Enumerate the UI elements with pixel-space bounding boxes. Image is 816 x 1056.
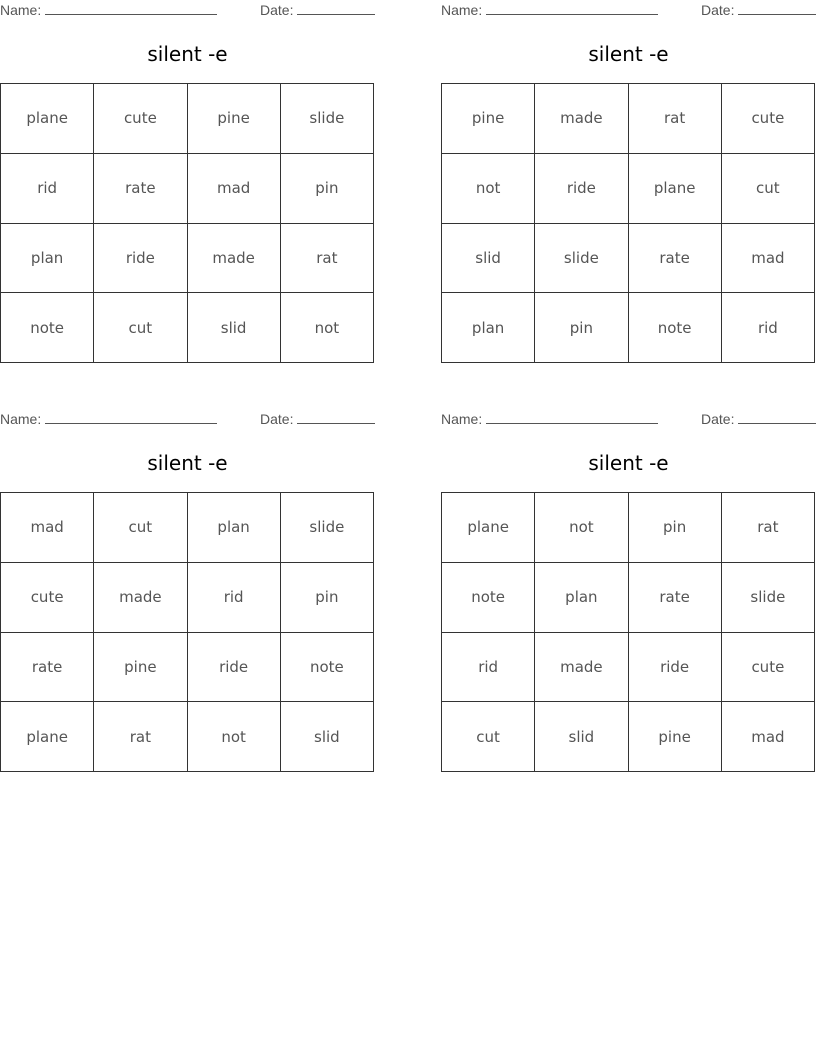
card-header	[441, 409, 816, 431]
grid-cell: pine	[629, 702, 722, 772]
grid-cell: made	[188, 224, 281, 294]
grid-cell: not	[535, 493, 628, 563]
grid-cell: pine	[188, 84, 281, 154]
date-label: Date:	[260, 2, 294, 18]
grid-cell: mad	[722, 224, 815, 294]
card-title: silent -e	[147, 42, 228, 66]
grid-cell: rate	[629, 563, 722, 633]
grid-cell: pin	[281, 563, 374, 633]
grid-cell: plane	[442, 493, 535, 563]
grid-cell: slid	[188, 293, 281, 363]
date-label: Date:	[701, 2, 735, 18]
grid-cell: mad	[722, 702, 815, 772]
date-field	[260, 2, 375, 18]
grid-cell: cute	[1, 563, 94, 633]
bingo-card-4	[441, 409, 816, 746]
grid-cell: slid	[281, 702, 374, 772]
name-field	[0, 2, 217, 18]
grid-cell: plane	[629, 154, 722, 224]
grid-cell: cut	[722, 154, 815, 224]
grid-cell: pin	[281, 154, 374, 224]
date-blank-line	[738, 2, 816, 15]
date-label: Date:	[701, 411, 735, 427]
grid-cell: plan	[442, 293, 535, 363]
grid-cell: rate	[629, 224, 722, 294]
grid-cell: mad	[188, 154, 281, 224]
date-blank-line	[297, 411, 375, 424]
name-field	[441, 2, 658, 18]
grid-cell: rat	[94, 702, 187, 772]
grid-cell: rid	[1, 154, 94, 224]
grid-cell: cut	[94, 493, 187, 563]
bingo-grid	[0, 83, 374, 363]
name-label: Name:	[441, 411, 483, 427]
grid-cell: note	[281, 633, 374, 703]
name-field	[0, 411, 217, 427]
grid-cell: slide	[535, 224, 628, 294]
grid-cell: made	[535, 633, 628, 703]
grid-cell: ride	[94, 224, 187, 294]
card-header	[0, 0, 375, 22]
grid-cell: cute	[722, 633, 815, 703]
grid-cell: note	[442, 563, 535, 633]
card-title: silent -e	[588, 451, 669, 475]
grid-cell: not	[281, 293, 374, 363]
bingo-grid	[441, 492, 815, 772]
grid-cell: note	[629, 293, 722, 363]
grid-cell: slide	[281, 84, 374, 154]
grid-cell: slid	[442, 224, 535, 294]
grid-cell: cut	[442, 702, 535, 772]
card-header	[0, 409, 375, 431]
grid-cell: ride	[535, 154, 628, 224]
grid-cell: pine	[442, 84, 535, 154]
name-blank-line	[45, 411, 217, 424]
grid-cell: ride	[629, 633, 722, 703]
grid-cell: cute	[94, 84, 187, 154]
bingo-card-3	[0, 409, 375, 746]
grid-cell: rid	[442, 633, 535, 703]
grid-cell: pin	[629, 493, 722, 563]
card-title: silent -e	[588, 42, 669, 66]
grid-cell: plane	[1, 702, 94, 772]
grid-cell: note	[1, 293, 94, 363]
name-blank-line	[45, 2, 217, 15]
card-header	[441, 0, 816, 22]
grid-cell: cute	[722, 84, 815, 154]
date-field	[701, 2, 816, 18]
grid-cell: rat	[281, 224, 374, 294]
grid-cell: rate	[94, 154, 187, 224]
bingo-grid	[441, 83, 815, 363]
grid-cell: plan	[188, 493, 281, 563]
grid-cell: plan	[535, 563, 628, 633]
grid-cell: made	[535, 84, 628, 154]
bingo-card-2	[441, 0, 816, 337]
date-blank-line	[738, 411, 816, 424]
grid-cell: not	[442, 154, 535, 224]
grid-cell: rid	[188, 563, 281, 633]
date-label: Date:	[260, 411, 294, 427]
bingo-card-1	[0, 0, 375, 337]
grid-cell: rat	[722, 493, 815, 563]
grid-cell: rate	[1, 633, 94, 703]
grid-cell: slid	[535, 702, 628, 772]
grid-cell: plane	[1, 84, 94, 154]
grid-cell: pine	[94, 633, 187, 703]
bingo-grid	[0, 492, 374, 772]
grid-cell: plan	[1, 224, 94, 294]
grid-cell: not	[188, 702, 281, 772]
date-blank-line	[297, 2, 375, 15]
grid-cell: made	[94, 563, 187, 633]
name-label: Name:	[0, 411, 42, 427]
grid-cell: rid	[722, 293, 815, 363]
name-label: Name:	[0, 2, 42, 18]
date-field	[260, 411, 375, 427]
grid-cell: pin	[535, 293, 628, 363]
name-blank-line	[486, 2, 658, 15]
card-title: silent -e	[147, 451, 228, 475]
grid-cell: ride	[188, 633, 281, 703]
grid-cell: slide	[281, 493, 374, 563]
name-field	[441, 411, 658, 427]
name-blank-line	[486, 411, 658, 424]
date-field	[701, 411, 816, 427]
name-label: Name:	[441, 2, 483, 18]
grid-cell: mad	[1, 493, 94, 563]
grid-cell: slide	[722, 563, 815, 633]
grid-cell: cut	[94, 293, 187, 363]
grid-cell: rat	[629, 84, 722, 154]
